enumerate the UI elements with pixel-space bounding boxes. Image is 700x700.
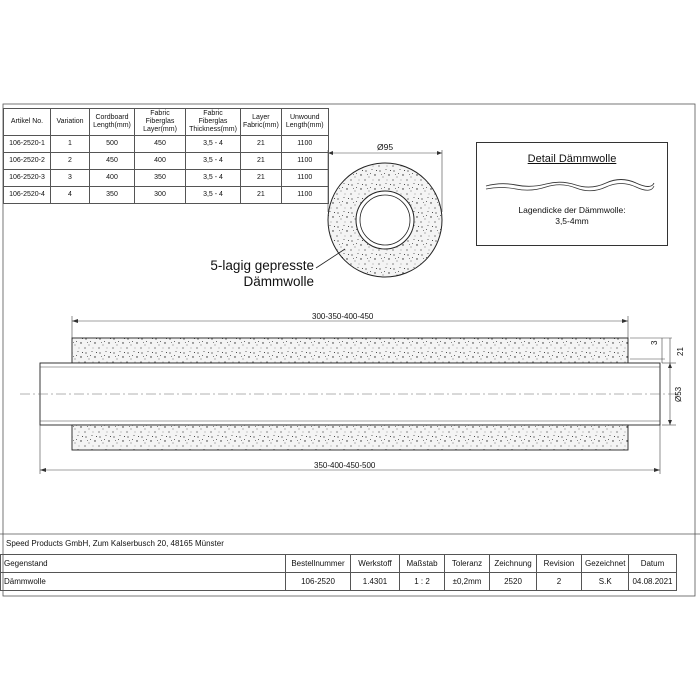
cell-unwound-length: 1100 (281, 170, 328, 187)
cell-artikel-no: 106-2520-3 (4, 170, 51, 187)
cell-variation: 3 (51, 170, 90, 187)
bottom-dimension-label: 350-400-450-500 (314, 461, 376, 470)
header-unwound-length: Unwound Length(mm) (281, 109, 328, 136)
cell-fabric-thickness: 3,5 - 4 (186, 153, 241, 170)
callout-line-2: Dämmwolle (243, 274, 314, 289)
cross-section-diameter-label: Ø95 (377, 142, 394, 152)
header-layer-fabric: Layer Fabric(mm) (241, 109, 282, 136)
title-block-header-row (1, 555, 677, 573)
tb-header-zeichnung: Zeichnung (490, 555, 537, 573)
cell-variation: 1 (51, 136, 90, 153)
tb-header-massstab: Maßstab (400, 555, 445, 573)
side-view (20, 316, 680, 474)
tb-header-gegenstand: Gegenstand (1, 555, 286, 573)
tb-value-gegenstand: Dämmwolle (1, 573, 286, 591)
cell-fabric-layer: 300 (135, 187, 186, 204)
title-block-table (0, 554, 677, 591)
tb-header-toleranz: Toleranz (445, 555, 490, 573)
tb-header-werkstoff: Werkstoff (351, 555, 400, 573)
thickness-small-label: 3 (650, 340, 659, 345)
header-cordboard-length: Cordboard Length(mm) (90, 109, 135, 136)
header-variation: Variation (51, 109, 90, 136)
detail-note (477, 205, 667, 227)
cell-fabric-layer: 450 (135, 136, 186, 153)
callout-leader (316, 249, 345, 268)
table-row (4, 187, 329, 204)
tb-value-werkstoff: 1.4301 (351, 573, 400, 591)
cell-fabric-thickness: 3,5 - 4 (186, 136, 241, 153)
table-row (4, 170, 329, 187)
title-block-value-row (1, 573, 677, 591)
cell-layer-fabric: 21 (241, 170, 282, 187)
cell-variation: 4 (51, 187, 90, 204)
cell-layer-fabric: 21 (241, 153, 282, 170)
tb-value-zeichnung: 2520 (490, 573, 537, 591)
tb-value-gezeichnet: S.K (582, 573, 629, 591)
cell-artikel-no: 106-2520-2 (4, 153, 51, 170)
tb-value-toleranz: ±0,2mm (445, 573, 490, 591)
variants-table (3, 108, 329, 204)
detail-box (476, 142, 668, 246)
cell-variation: 2 (51, 153, 90, 170)
tb-value-revision: 2 (537, 573, 582, 591)
cell-fabric-layer: 400 (135, 153, 186, 170)
cell-fabric-thickness: 3,5 - 4 (186, 170, 241, 187)
cell-artikel-no: 106-2520-4 (4, 187, 51, 204)
callout-line-1: 5-lagig gepresste (210, 258, 314, 273)
cell-unwound-length: 1100 (281, 187, 328, 204)
tb-value-bestellnummer: 106-2520 (286, 573, 351, 591)
tb-header-datum: Datum (629, 555, 676, 573)
header-artikel-no: Artikel No. (4, 109, 51, 136)
tb-value-datum: 04.08.2021 (629, 573, 676, 591)
insulation-upper-band (72, 338, 628, 363)
cell-cordboard-length: 500 (90, 136, 135, 153)
cell-artikel-no: 106-2520-1 (4, 136, 51, 153)
variants-table-header-row (4, 109, 329, 136)
tb-header-revision: Revision (537, 555, 582, 573)
cell-cordboard-length: 350 (90, 187, 135, 204)
cell-cordboard-length: 450 (90, 153, 135, 170)
detail-title: Detail Dämmwolle (527, 153, 617, 165)
header-fabric-layer: Fabric Fiberglas Layer(mm) (135, 109, 186, 136)
cell-layer-fabric: 21 (241, 187, 282, 204)
insulation-callout (176, 258, 314, 290)
cell-fabric-layer: 350 (135, 170, 186, 187)
pipe-inner-circle (360, 195, 410, 245)
inner-diameter-label: Ø53 (674, 386, 683, 402)
insulation-lower-band (72, 425, 628, 450)
detail-note-line-2: 3,5-4mm (555, 216, 589, 226)
table-row (4, 153, 329, 170)
top-dimension-label: 300-350-400-450 (312, 312, 374, 321)
cross-section-view (328, 150, 442, 277)
cell-fabric-thickness: 3,5 - 4 (186, 187, 241, 204)
table-row (4, 136, 329, 153)
detail-note-line-1: Lagendicke der Dämmwolle: (518, 205, 626, 215)
company-address: Speed Products GmbH, Zum Kalserbusch 20, 48165 Münster (6, 539, 224, 548)
cell-layer-fabric: 21 (241, 136, 282, 153)
cell-unwound-length: 1100 (281, 153, 328, 170)
header-fabric-thickness: Fabric Fiberglas Thickness(mm) (186, 109, 241, 136)
cell-unwound-length: 1100 (281, 136, 328, 153)
thickness-layer-label: 21 (676, 347, 685, 356)
tb-header-bestellnummer: Bestellnummer (286, 555, 351, 573)
tb-header-gezeichnet: Gezeichnet (582, 555, 629, 573)
tb-value-massstab: 1 : 2 (400, 573, 445, 591)
cell-cordboard-length: 400 (90, 170, 135, 187)
